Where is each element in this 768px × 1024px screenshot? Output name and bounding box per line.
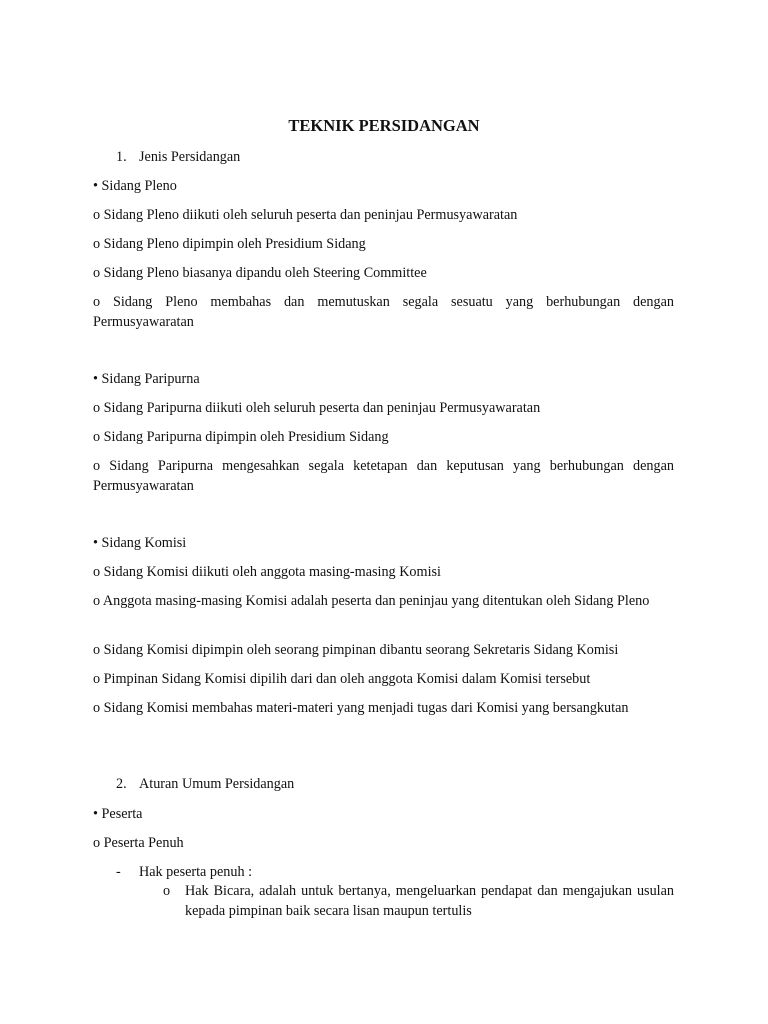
list-item: o Sidang Paripurna mengesahkan segala ketetapan dan keputusan yang berhubungan dengan Permusyawaratan xyxy=(93,458,674,494)
list-item: o Pimpinan Sidang Komisi dipilih dari dan oleh anggota Komisi dalam Komisi tersebut xyxy=(93,671,591,687)
list-item: o Sidang Komisi diikuti oleh anggota masing-masing Komisi xyxy=(93,564,441,580)
bullet-peserta: • Peserta xyxy=(93,806,143,822)
section-1-title: Jenis Persidangan xyxy=(139,149,241,165)
bullet-sidang-pleno: • Sidang Pleno xyxy=(93,178,177,194)
list-item: o Sidang Paripurna dipimpin oleh Presidium Sidang xyxy=(93,429,389,445)
bullet-sidang-paripurna: • Sidang Paripurna xyxy=(93,371,200,387)
list-item: o Sidang Pleno membahas dan memutuskan segala sesuatu yang berhubungan dengan Permusyawaratan xyxy=(93,294,674,330)
section-2-number: 2. xyxy=(116,776,127,792)
document-title: TEKNIK PERSIDANGAN xyxy=(288,116,480,135)
list-item: o Anggota masing-masing Komisi adalah peserta dan peninjau yang ditentukan oleh Sidang Pleno xyxy=(93,593,650,609)
bullet-sidang-komisi: • Sidang Komisi xyxy=(93,535,187,551)
section-2-title: Aturan Umum Persidangan xyxy=(139,776,295,792)
dash-marker: - xyxy=(116,864,121,880)
list-item: o Sidang Pleno biasanya dipandu oleh Steering Committee xyxy=(93,265,427,281)
section-1-number: 1. xyxy=(116,149,127,165)
list-item: o Sidang Komisi membahas materi-materi yang menjadi tugas dari Komisi yang bersangkutan xyxy=(93,700,629,716)
list-item: o Sidang Paripurna diikuti oleh seluruh peserta dan peninjau Permusyawaratan xyxy=(93,400,541,416)
nested-text: Hak Bicara, adalah untuk bertanya, mengeluarkan pendapat dan mengajukan usulan kepada pimpinan baik secara lisan maupun tertulis xyxy=(185,883,674,919)
list-item: o Peserta Penuh xyxy=(93,835,184,851)
dash-text: Hak peserta penuh : xyxy=(139,864,253,880)
nested-marker: o xyxy=(163,883,171,899)
list-item: o Sidang Pleno diikuti oleh seluruh peserta dan peninjau Permusyawaratan xyxy=(93,207,518,223)
list-item: o Sidang Komisi dipimpin oleh seorang pimpinan dibantu seorang Sekretaris Sidang Komisi xyxy=(93,642,619,658)
list-item: o Sidang Pleno dipimpin oleh Presidium Sidang xyxy=(93,236,366,252)
